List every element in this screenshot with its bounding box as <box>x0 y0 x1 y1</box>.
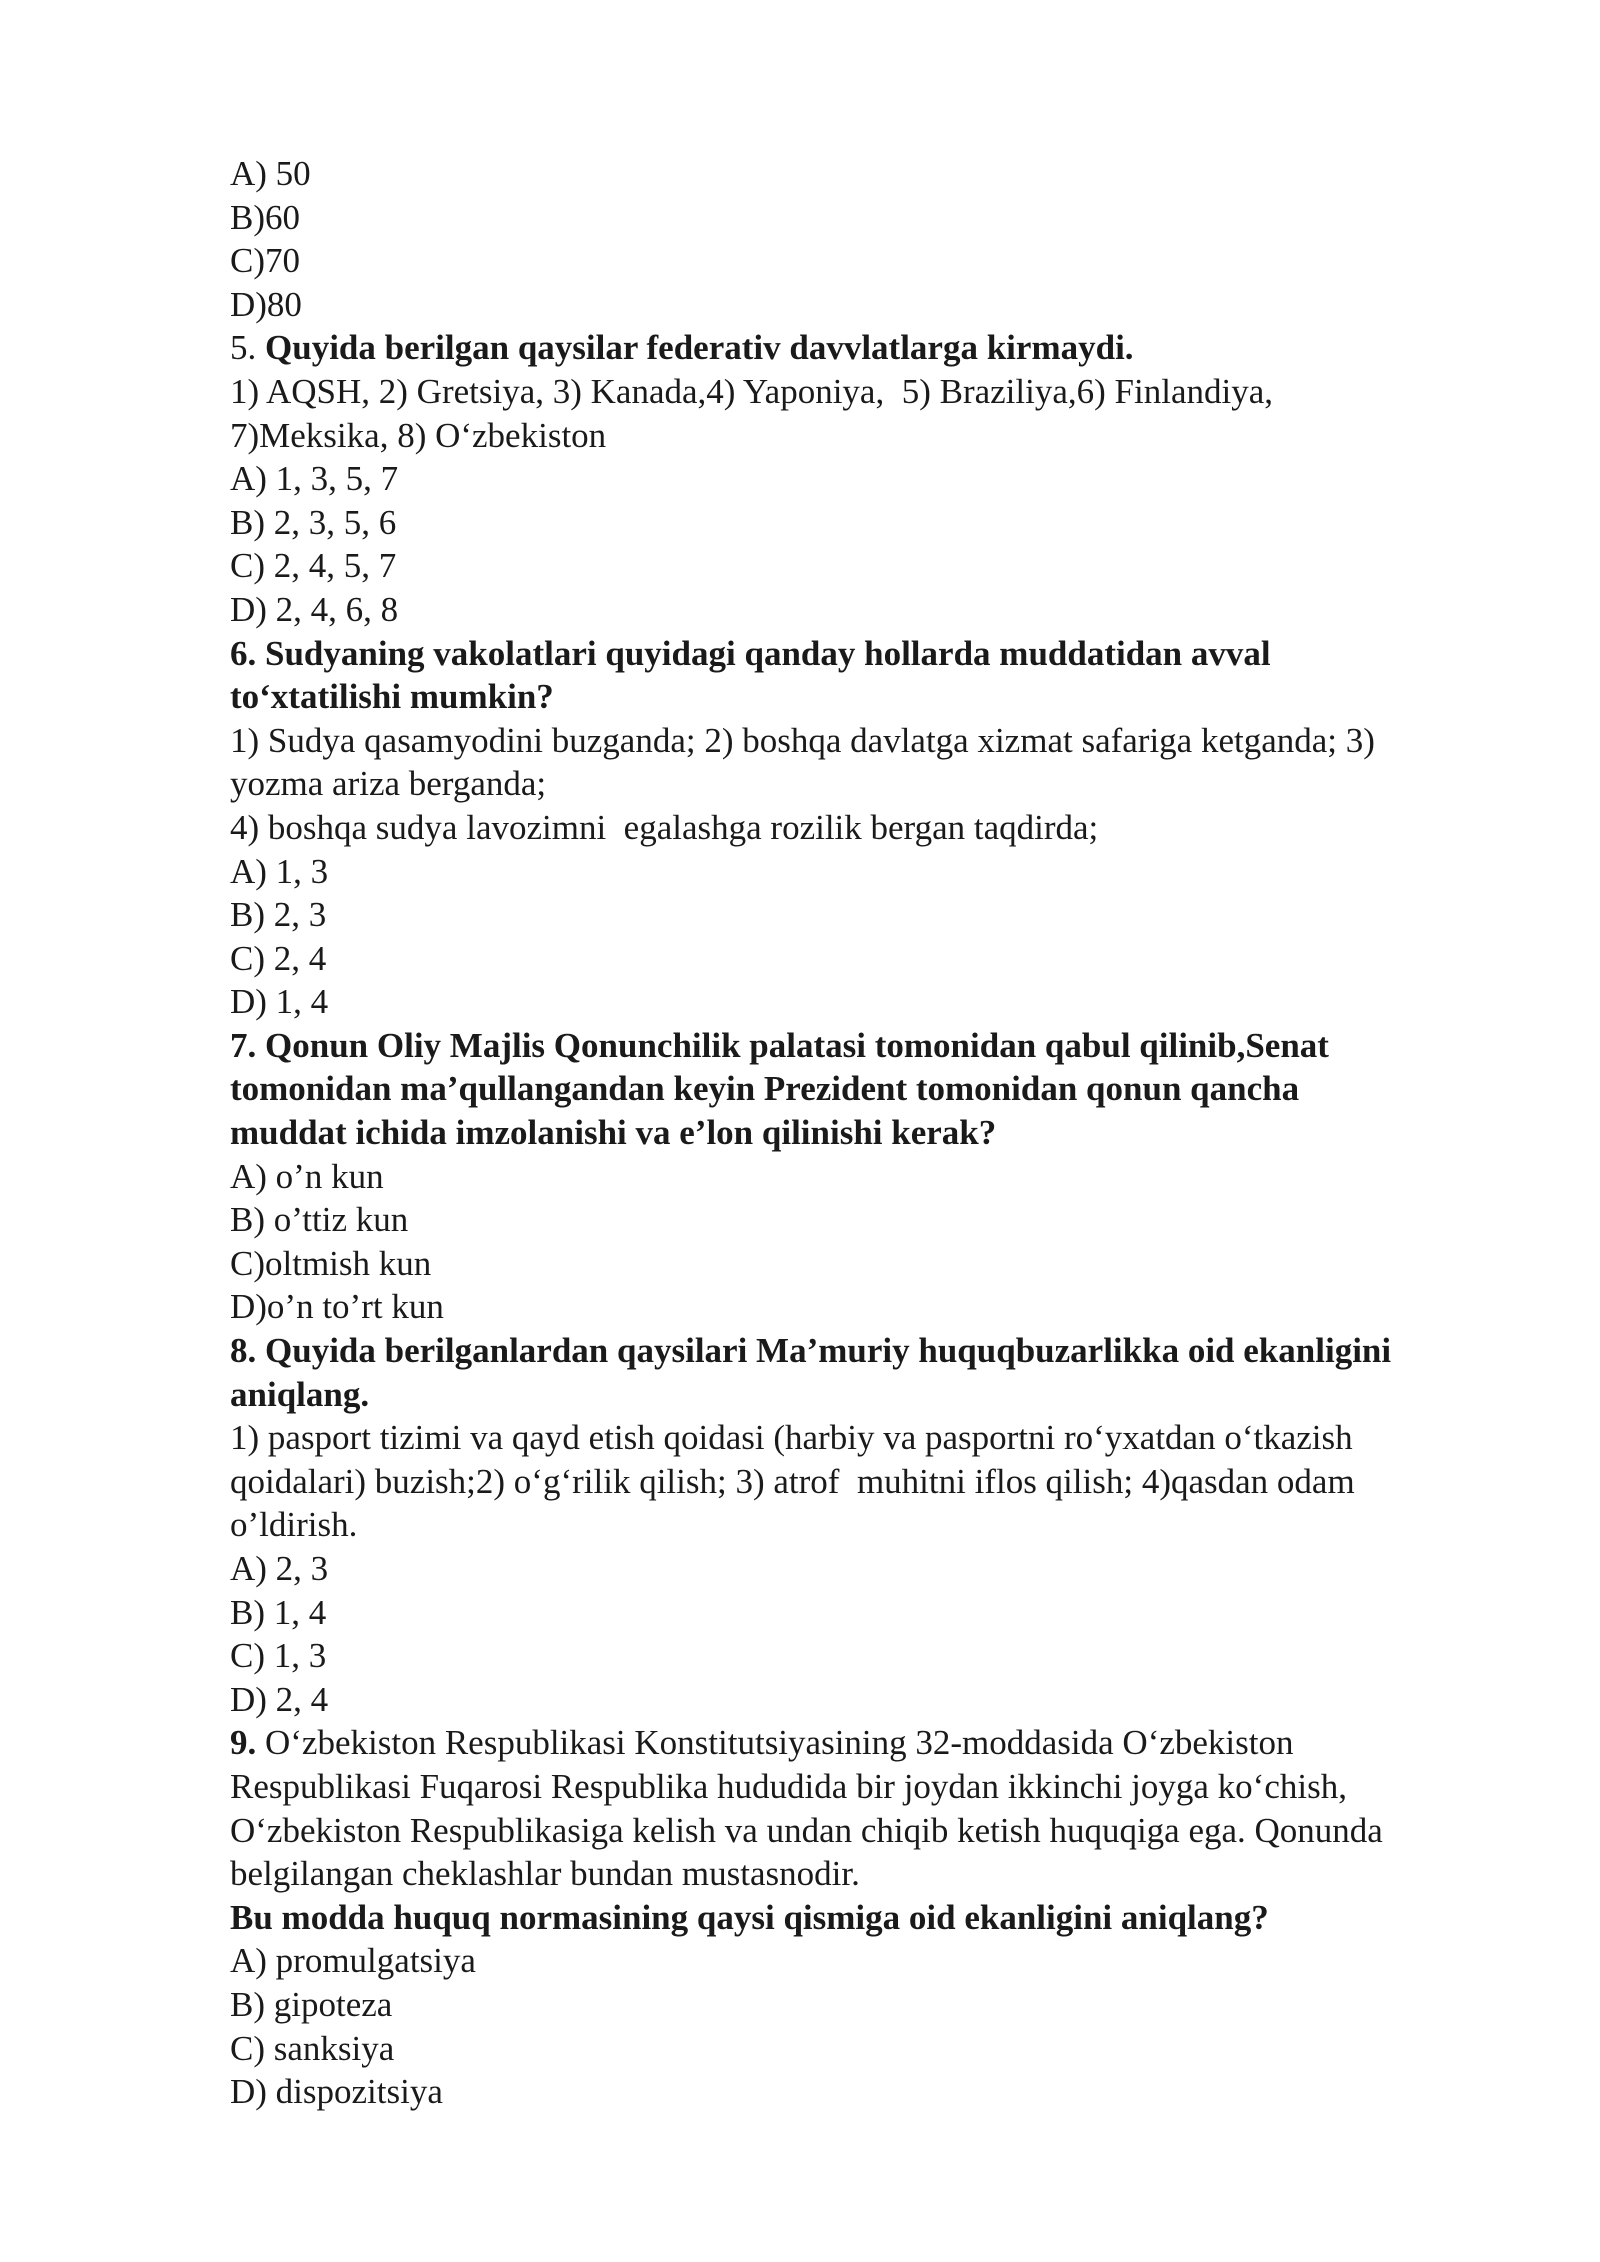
question-8-items-line: 1) pasport tizimi va qayd etish qoidasi (harbiy va pasportni ro‘yxatdan o‘tkazish <box>230 1418 1353 1458</box>
option-d: D) 2, 4, 6, 8 <box>230 589 399 629</box>
question-5-title-text: Quyida berilgan qaysilar federativ davvlatlarga kirmaydi. <box>265 328 1134 368</box>
option-a: A) promulgatsiya <box>230 1941 476 1981</box>
question-7-title: tomonidan ma’qullangandan keyin Prezident tomonidan qonun qancha <box>230 1069 1300 1109</box>
option-d: D)o’n to’rt kun <box>230 1287 444 1327</box>
question-5-items-line: 1) AQSH, 2) Gretsiya, 3) Kanada,4) Yaponiya, 5) Braziliya,6) Finlandiya, <box>230 371 1273 411</box>
option-b: B) o’ttiz kun <box>230 1200 409 1240</box>
option-a: A) 1, 3, 5, 7 <box>230 459 399 499</box>
option-b: B) gipoteza <box>230 1984 393 2024</box>
question-6-items-line: yozma ariza berganda; <box>230 764 547 804</box>
option-b: B) 2, 3 <box>230 895 327 935</box>
option-b: B) 2, 3, 5, 6 <box>230 502 397 542</box>
question-7-title: 7. Qonun Oliy Majlis Qonunchilik palatasi tomonidan qabul qilinib,Senat <box>230 1025 1329 1065</box>
question-9-text <box>230 1721 1510 1765</box>
option-d: D)80 <box>230 284 302 324</box>
option-a: A) 1, 3 <box>230 851 329 891</box>
question-5 <box>230 326 1510 631</box>
question-4-options <box>230 152 1510 326</box>
question-5-items-line: 7)Meksika, 8) O‘zbekiston <box>230 415 607 455</box>
question-9-text-line: O‘zbekiston Respublikasi Konstitutsiyasining 32-moddasida O‘zbekiston <box>265 1723 1294 1763</box>
document-page <box>230 152 1510 2114</box>
option-c: C) 1, 3 <box>230 1636 327 1676</box>
option-d: D) 1, 4 <box>230 982 329 1022</box>
question-8-items-line: qoidalari) buzish;2) o‘g‘rilik qilish; 3) atrof muhitni iflos qilish; 4)qasdan odam <box>230 1461 1355 1501</box>
question-7-title: muddat ichida imzolanishi va e’lon qilinishi kerak? <box>230 1113 997 1153</box>
question-9-text-line: Respublikasi Fuqarosi Respublika hududida bir joydan ikkinchi joyga ko‘chish, <box>230 1766 1347 1806</box>
option-c: C) sanksiya <box>230 2028 395 2068</box>
option-a: A) 2, 3 <box>230 1549 329 1588</box>
question-6-title: to‘xtatilishi mumkin? <box>230 677 554 717</box>
question-9-text-line: O‘zbekiston Respublikasiga kelish va undan chiqib ketish huquqiga ega. Qonunda <box>230 1810 1383 1850</box>
question-9-number: 9. <box>230 1723 257 1763</box>
option-c: C)70 <box>230 241 300 281</box>
question-7 <box>230 1024 1510 1329</box>
option-a: A) 50 <box>230 154 311 193</box>
question-9-question: Bu modda huquq normasining qaysi qismiga oid ekanligini aniqlang? <box>230 1897 1269 1937</box>
question-6-title: 6. Sudyaning vakolatlari quyidagi qanday hollarda muddatidan avval <box>230 633 1271 673</box>
question-8 <box>230 1329 1510 1721</box>
question-6-items-line: 1) Sudya qasamyodini buzganda; 2) boshqa davlatga xizmat safariga ketganda; 3) <box>230 720 1375 760</box>
question-9-text-line: belgilangan cheklashlar bundan mustasnodir. <box>230 1854 860 1894</box>
question-8-items-line: o’ldirish. <box>230 1505 358 1545</box>
option-c: C) 2, 4, 5, 7 <box>230 546 397 586</box>
question-5-title <box>230 326 1510 370</box>
question-5-number: 5. <box>230 328 257 368</box>
question-8-title: 8. Quyida berilganlardan qaysilari Ma’muriy huquqbuzarlikka oid ekanligini <box>230 1331 1392 1371</box>
option-c: C) 2, 4 <box>230 938 327 978</box>
option-a: A) o’n kun <box>230 1156 384 1196</box>
question-6 <box>230 632 1510 1024</box>
question-8-title: aniqlang. <box>230 1374 370 1414</box>
option-d: D) dispozitsiya <box>230 2072 443 2112</box>
option-b: B) 1, 4 <box>230 1592 327 1632</box>
option-c: C)oltmish kun <box>230 1243 432 1283</box>
option-b: B)60 <box>230 197 300 237</box>
question-9 <box>230 1721 1510 2113</box>
option-d: D) 2, 4 <box>230 1679 329 1719</box>
question-6-items-line: 4) boshqa sudya lavozimni egalashga rozilik bergan taqdirda; <box>230 807 1099 847</box>
